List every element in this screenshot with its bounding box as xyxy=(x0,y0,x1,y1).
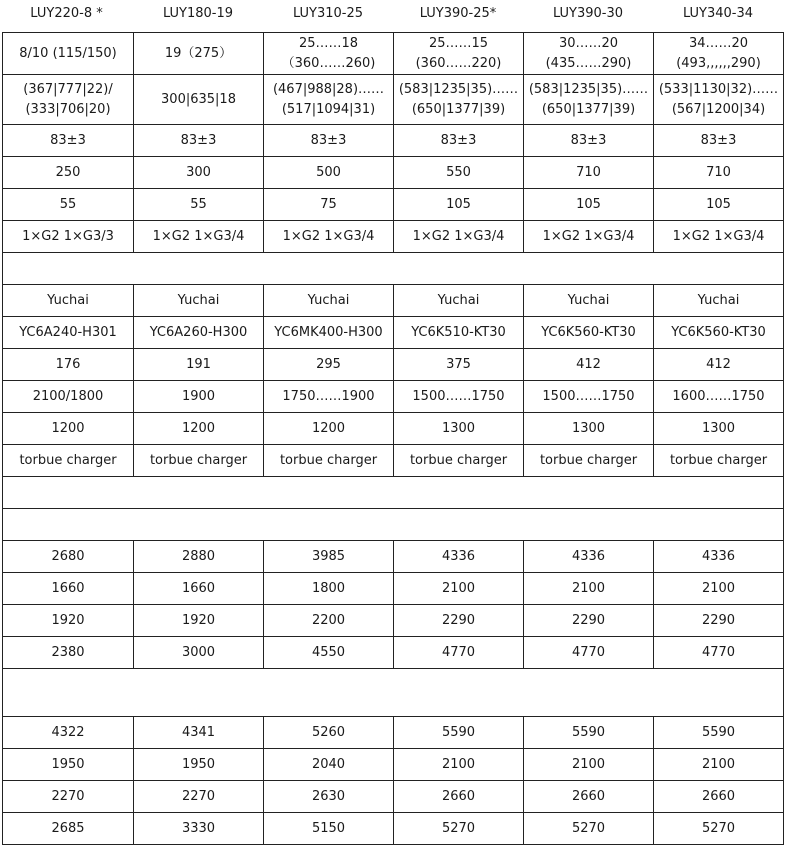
table-row xyxy=(3,33,784,75)
cell-text: 2100 xyxy=(571,756,606,772)
cell-text: 2630 xyxy=(311,788,346,804)
cell-text: 550 xyxy=(446,164,471,180)
cell-text: 4341 xyxy=(181,724,216,740)
table-cell xyxy=(3,413,134,445)
table-cell xyxy=(3,317,134,349)
table-cell xyxy=(3,445,134,477)
cell-text: 34……20 xyxy=(688,35,749,51)
table-cell xyxy=(264,317,394,349)
table-cell xyxy=(394,221,524,253)
table-row xyxy=(3,189,784,221)
cell-text: 4336 xyxy=(441,548,476,564)
cell-text: 83±3 xyxy=(700,132,737,148)
table-cell xyxy=(524,33,654,75)
table-cell xyxy=(394,749,524,781)
cell-text: (583|1235|35)…… xyxy=(398,81,519,97)
cell-text: 105 xyxy=(576,196,601,212)
table-cell xyxy=(394,717,524,749)
model-header-row xyxy=(0,0,785,32)
cell-text: 1920 xyxy=(181,612,216,628)
cell-text: 1×G2 1×G3/4 xyxy=(672,228,765,244)
cell-text: 2290 xyxy=(571,612,606,628)
table-cell xyxy=(524,813,654,845)
table-cell xyxy=(264,157,394,189)
cell-text: 1750……1900 xyxy=(282,388,375,404)
cell-text: 1660 xyxy=(51,580,85,596)
table-cell xyxy=(394,813,524,845)
table-cell xyxy=(3,33,134,75)
cell-text: 83±3 xyxy=(180,132,217,148)
table-cell xyxy=(394,541,524,573)
cell-text: 5270 xyxy=(571,820,606,836)
table-cell xyxy=(524,413,654,445)
table-cell xyxy=(654,75,784,125)
cell-text: torbue charger xyxy=(539,452,638,468)
table-cell xyxy=(394,349,524,381)
cell-text: 2380 xyxy=(51,644,85,660)
table-cell xyxy=(654,157,784,189)
cell-text: 5590 xyxy=(701,724,736,740)
cell-text: torbue charger xyxy=(279,452,378,468)
cell-text: 1×G2 1×G3/4 xyxy=(542,228,635,244)
table-cell xyxy=(654,717,784,749)
cell-text: YC6K510-KT30 xyxy=(411,324,506,340)
table-cell xyxy=(134,541,264,573)
table-cell xyxy=(654,541,784,573)
table-cell xyxy=(394,605,524,637)
table-cell xyxy=(3,157,134,189)
cell-text: (493,,,,,,290) xyxy=(676,55,761,71)
table-cell xyxy=(654,381,784,413)
cell-text: 5590 xyxy=(441,724,476,740)
table-cell xyxy=(264,605,394,637)
cell-text: 1300 xyxy=(441,420,476,436)
blank-cell xyxy=(3,477,784,509)
table-cell xyxy=(394,781,524,813)
table-cell xyxy=(524,717,654,749)
table-cell xyxy=(3,781,134,813)
table-row xyxy=(3,285,784,317)
table-cell xyxy=(654,33,784,75)
cell-text: YC6K560-KT30 xyxy=(541,324,636,340)
cell-text: 4770 xyxy=(571,644,606,660)
table-cell xyxy=(654,781,784,813)
table-cell xyxy=(394,125,524,157)
table-cell xyxy=(134,637,264,669)
table-cell xyxy=(134,749,264,781)
cell-text: torbue charger xyxy=(19,452,117,468)
table-cell xyxy=(394,285,524,317)
cell-text: 176 xyxy=(55,356,81,372)
cell-text: 2100 xyxy=(441,580,476,596)
cell-text: (650|1377|39) xyxy=(411,101,506,117)
cell-text: 25……18 xyxy=(298,35,359,51)
table-cell xyxy=(134,717,264,749)
table-cell xyxy=(524,317,654,349)
table-row xyxy=(3,75,784,125)
cell-text: 1950 xyxy=(51,756,85,772)
cell-text: 2200 xyxy=(311,612,346,628)
table-cell xyxy=(394,157,524,189)
cell-text: 3000 xyxy=(181,644,216,660)
table-cell xyxy=(264,749,394,781)
cell-text: 2040 xyxy=(311,756,346,772)
cell-text: 2680 xyxy=(51,548,85,564)
cell-text: 412 xyxy=(576,356,601,372)
table-cell xyxy=(654,317,784,349)
cell-text: 1×G2 1×G3/3 xyxy=(22,228,114,244)
table-row xyxy=(3,541,784,573)
table-cell xyxy=(134,349,264,381)
cell-text: 1920 xyxy=(51,612,85,628)
table-row xyxy=(3,637,784,669)
table-row xyxy=(3,445,784,477)
table-cell xyxy=(394,413,524,445)
cell-text: 1800 xyxy=(311,580,346,596)
cell-text: Yuchai xyxy=(567,292,610,308)
table-row xyxy=(3,813,784,845)
table-cell xyxy=(134,125,264,157)
cell-text: 1500……1750 xyxy=(412,388,505,404)
table-cell xyxy=(3,189,134,221)
table-cell xyxy=(524,189,654,221)
table-cell xyxy=(654,605,784,637)
cell-text: 1×G2 1×G3/4 xyxy=(152,228,245,244)
table-cell xyxy=(3,749,134,781)
cell-text: 1500……1750 xyxy=(542,388,635,404)
cell-text: 5270 xyxy=(701,820,736,836)
table-row xyxy=(3,605,784,637)
table-cell xyxy=(134,381,264,413)
table-cell xyxy=(3,541,134,573)
cell-text: 1660 xyxy=(181,580,216,596)
table-row xyxy=(3,317,784,349)
cell-text: 2660 xyxy=(571,788,606,804)
cell-text: 1950 xyxy=(181,756,216,772)
cell-text: 83±3 xyxy=(440,132,477,148)
table-cell xyxy=(3,605,134,637)
table-cell xyxy=(134,413,264,445)
table-cell xyxy=(654,445,784,477)
cell-text: (467|988|28)…… xyxy=(272,81,385,97)
table-cell xyxy=(524,637,654,669)
cell-text: 1200 xyxy=(311,420,346,436)
table-cell xyxy=(134,285,264,317)
table-cell xyxy=(394,573,524,605)
model-name: LUY220-8 * xyxy=(30,6,103,21)
cell-text: 2270 xyxy=(181,788,216,804)
cell-text: 55 xyxy=(190,196,207,212)
table-cell xyxy=(264,125,394,157)
cell-text: 4770 xyxy=(701,644,736,660)
cell-text: 2290 xyxy=(441,612,476,628)
cell-text: 4336 xyxy=(701,548,736,564)
cell-text: 1300 xyxy=(571,420,606,436)
cell-text: 412 xyxy=(706,356,731,372)
cell-text: 83±3 xyxy=(50,132,86,148)
cell-text: 2100 xyxy=(441,756,476,772)
cell-text: 375 xyxy=(446,356,471,372)
table-cell xyxy=(394,75,524,125)
table-cell xyxy=(134,157,264,189)
cell-text: (435……290) xyxy=(545,55,632,71)
table-cell xyxy=(524,749,654,781)
table-cell xyxy=(264,637,394,669)
cell-text: 5590 xyxy=(571,724,606,740)
table-cell xyxy=(654,221,784,253)
model-name: LUY310-25 xyxy=(292,6,364,21)
table-row xyxy=(3,781,784,813)
section-separator-row xyxy=(3,669,784,717)
table-cell xyxy=(264,413,394,445)
cell-text: 8/10 (115/150) xyxy=(19,45,117,61)
cell-text: 1900 xyxy=(181,388,216,404)
table-cell xyxy=(3,285,134,317)
table-cell xyxy=(654,813,784,845)
cell-text: 1200 xyxy=(51,420,85,436)
table-row xyxy=(3,381,784,413)
table-cell xyxy=(524,381,654,413)
cell-text: 4322 xyxy=(51,724,85,740)
table-cell xyxy=(394,317,524,349)
cell-text: 1600……1750 xyxy=(672,388,765,404)
model-name: LUY180-19 xyxy=(162,6,234,21)
table-cell xyxy=(394,381,524,413)
cell-text: (567|1200|34) xyxy=(671,101,766,117)
table-cell xyxy=(264,349,394,381)
model-name: LUY390-30 xyxy=(552,6,624,21)
model-name: LUY340-34 xyxy=(682,6,754,21)
cell-text: 19（275） xyxy=(164,45,233,61)
table-cell xyxy=(3,717,134,749)
table-cell xyxy=(264,221,394,253)
table-cell xyxy=(264,541,394,573)
cell-text: 2270 xyxy=(51,788,85,804)
cell-text: 2100 xyxy=(571,580,606,596)
cell-text: 1200 xyxy=(181,420,216,436)
cell-text: 250 xyxy=(55,164,81,180)
table-row xyxy=(3,157,784,189)
table-cell xyxy=(394,189,524,221)
cell-text: 2100 xyxy=(701,756,736,772)
table-cell xyxy=(264,573,394,605)
cell-text: torbue charger xyxy=(409,452,508,468)
table-row xyxy=(3,413,784,445)
cell-text: 5260 xyxy=(311,724,346,740)
table-cell xyxy=(264,813,394,845)
table-cell xyxy=(134,33,264,75)
cell-text: 3330 xyxy=(181,820,216,836)
table-cell xyxy=(264,445,394,477)
cell-text: 25……15 xyxy=(428,35,489,51)
cell-text: 2100/1800 xyxy=(32,388,104,404)
cell-text: 710 xyxy=(576,164,601,180)
cell-text: YC6A260-H300 xyxy=(149,324,248,340)
table-cell xyxy=(394,637,524,669)
cell-text: （360……260) xyxy=(281,55,376,71)
cell-text: Yuchai xyxy=(47,292,89,308)
cell-text: 4770 xyxy=(441,644,476,660)
cell-text: 191 xyxy=(186,356,211,372)
cell-text: 105 xyxy=(446,196,471,212)
table-cell xyxy=(3,349,134,381)
table-cell xyxy=(134,573,264,605)
table-row xyxy=(3,573,784,605)
table-cell xyxy=(524,349,654,381)
table-cell xyxy=(264,717,394,749)
table-cell xyxy=(264,285,394,317)
table-cell xyxy=(654,125,784,157)
table-cell xyxy=(654,189,784,221)
cell-text: 2290 xyxy=(701,612,736,628)
cell-text: Yuchai xyxy=(307,292,350,308)
table-cell xyxy=(264,781,394,813)
cell-text: YC6MK400-H300 xyxy=(274,324,383,340)
cell-text: 83±3 xyxy=(570,132,607,148)
cell-text: (333|706|20) xyxy=(25,101,111,117)
cell-text: 5150 xyxy=(311,820,346,836)
table-cell xyxy=(264,381,394,413)
table-cell xyxy=(3,381,134,413)
table-cell xyxy=(524,573,654,605)
table-cell xyxy=(3,125,134,157)
cell-text: 5270 xyxy=(441,820,476,836)
table-cell xyxy=(134,445,264,477)
cell-text: 710 xyxy=(706,164,731,180)
cell-text: 4336 xyxy=(571,548,606,564)
cell-text: 3985 xyxy=(311,548,346,564)
blank-cell xyxy=(3,509,784,541)
table-cell xyxy=(264,75,394,125)
cell-text: 105 xyxy=(706,196,731,212)
table-cell xyxy=(654,413,784,445)
table-row xyxy=(3,349,784,381)
cell-text: 1300 xyxy=(701,420,736,436)
table-cell xyxy=(654,637,784,669)
table-cell xyxy=(524,125,654,157)
cell-text: 55 xyxy=(59,196,77,212)
table-cell xyxy=(134,781,264,813)
section-separator-row xyxy=(3,253,784,285)
table-cell xyxy=(394,445,524,477)
table-cell xyxy=(134,317,264,349)
cell-text: Yuchai xyxy=(697,292,740,308)
table-cell xyxy=(654,749,784,781)
blank-cell xyxy=(3,669,784,717)
cell-text: (583|1235|35)…… xyxy=(528,81,649,97)
cell-text: 1×G2 1×G3/4 xyxy=(412,228,505,244)
cell-text: (650|1377|39) xyxy=(541,101,636,117)
table-cell xyxy=(394,33,524,75)
cell-text: 2660 xyxy=(701,788,736,804)
table-cell xyxy=(264,33,394,75)
table-cell xyxy=(524,781,654,813)
cell-text: torbue charger xyxy=(149,452,248,468)
table-cell xyxy=(524,157,654,189)
table-row xyxy=(3,717,784,749)
table-cell xyxy=(134,75,264,125)
cell-text: (360……220) xyxy=(415,55,502,71)
cell-text: 2880 xyxy=(181,548,216,564)
table-cell xyxy=(3,75,134,125)
table-row xyxy=(3,221,784,253)
cell-text: torbue charger xyxy=(669,452,768,468)
cell-text: 4550 xyxy=(311,644,346,660)
table-cell xyxy=(524,541,654,573)
table-cell xyxy=(524,285,654,317)
cell-text: Yuchai xyxy=(437,292,480,308)
table-cell xyxy=(264,189,394,221)
cell-text: 1×G2 1×G3/4 xyxy=(282,228,375,244)
spec-table xyxy=(2,32,784,845)
table-cell xyxy=(524,75,654,125)
table-cell xyxy=(524,221,654,253)
table-cell xyxy=(134,813,264,845)
table-cell xyxy=(3,813,134,845)
table-cell xyxy=(3,637,134,669)
cell-text: 300 xyxy=(186,164,211,180)
cell-text: 300|635|18 xyxy=(161,91,236,107)
table-cell xyxy=(134,221,264,253)
table-cell xyxy=(524,445,654,477)
section-separator-row xyxy=(3,477,784,509)
cell-text: YC6A240-H301 xyxy=(19,324,117,340)
table-cell xyxy=(654,349,784,381)
cell-text: (533|1130|32)…… xyxy=(658,81,779,97)
table-cell xyxy=(134,189,264,221)
cell-text: 2100 xyxy=(701,580,736,596)
section-separator-row xyxy=(3,509,784,541)
table-row xyxy=(3,125,784,157)
cell-text: (367|777|22)/ xyxy=(23,81,113,97)
cell-text: 2660 xyxy=(441,788,476,804)
blank-cell xyxy=(3,253,784,285)
cell-text: 75 xyxy=(320,196,337,212)
cell-text: 2685 xyxy=(51,820,85,836)
table-cell xyxy=(524,605,654,637)
cell-text: YC6K560-KT30 xyxy=(671,324,766,340)
table-cell xyxy=(3,221,134,253)
cell-text: 83±3 xyxy=(310,132,347,148)
table-cell xyxy=(654,285,784,317)
cell-text: 500 xyxy=(316,164,341,180)
table-cell xyxy=(134,605,264,637)
table-cell xyxy=(3,573,134,605)
cell-text: Yuchai xyxy=(177,292,220,308)
cell-text: 30……20 xyxy=(558,35,619,51)
cell-text: 295 xyxy=(316,356,341,372)
table-row xyxy=(3,749,784,781)
cell-text: (517|1094|31) xyxy=(281,101,376,117)
model-name: LUY390-25* xyxy=(419,6,497,21)
table-cell xyxy=(654,573,784,605)
